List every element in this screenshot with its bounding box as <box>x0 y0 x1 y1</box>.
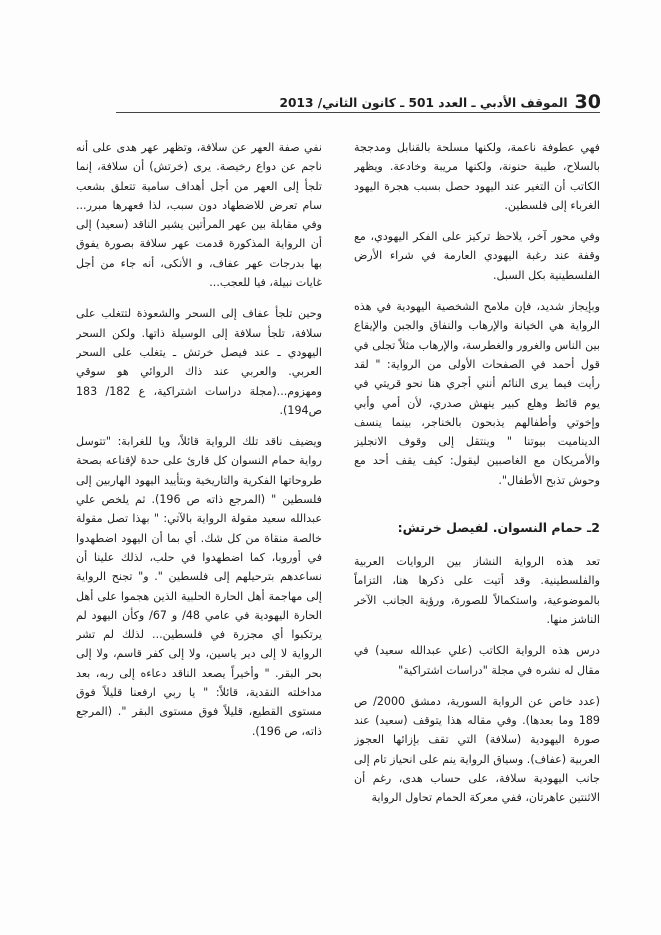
paragraph: وبإيجاز شديد، فإن ملامح الشخصية اليهودية في هذه الرواية هي الخيانة والإرهاب والنفاق والجبن والإيقاع بين الناس والغرور والغطرسة، والإرهاب مثلاً تجلى في قول أحمد في الصفحات الأولى من الرواية: " لقد رأيت فيما يرى النائم أنني أجري هنا نحو قريتي في يوم قائظ وهلع كبير ينهش صدري، لأن أمي وأبي وإخوتي وأطفالهم يذبحون بالخناجر، بينما ينسف الديناميت بيوتنا " وينتقل إلى وقوف الانجليز والأمريكان مع الغاصبين ليقول: كيف يقف أحد مع وحوش تذبح الأطفال". <box>354 300 600 487</box>
paragraph: (عدد خاص عن الرواية السورية، دمشق 2000/ ص 189 وما بعدها). وفي مقاله هذا يتوقف (سعيد) عند صورة اليهودية (سلافة) التي تقف بإزائها العجوز العربية (عفاف). وسياق الرواية ينم على انحياز تام إلى جانب اليهودية سلافة، على حساب هدى، رغم أن الاثنتين عاهرتان، ففي معركة الحمام تحاول الرواية <box>354 694 600 805</box>
paragraph: نفي صفة العهر عن سلافة، وتظهر عهر هدى على أنه ناجم عن دواع رخيصة. يرى (خرتش) أن سلافة، إنما تلجأ إلى العهر من أجل أهداف سامية تتعلق بشعب سام تعرض للاضطهاد دون سبب، لذا فعهرها مبرر... وفي مقابلة بين عهر المرأتين يشير الناقد (سعيد) إلى أن الرواية المذكورة قدمت عهر سلافة بصورة يفوق بها بدرجات عهر عفاف، و الأنكى، أنه جاء من أجل غايات نبيلة، فيا للعجب... <box>76 141 322 290</box>
section-heading: 2ـ حمام النسوان. لفيصل خرتش: <box>397 520 600 536</box>
paragraph: ويضيف ناقد تلك الرواية قائلاً، ويا للغرابة: "تتوسل رواية حمام النسوان كل قارئ على حدة لإقناعه بصحة طروحاتها الفكرية والتاريخية وبتأييد اليهود الهاربين إلى فلسطين " (المرجع ذاته ص 196). ثم يلخص علي عبدالله سعيد مقولة الرواية بالآتي: " بهذا تصل مقولة خالصة منقاة من كل شك. أي بما أن اليهود اضطهدوا في أوروبا، كما اضطهدوا في حلب، لذلك علينا أن نساعدهم بترحيلهم إلى فلسطين ". و" تجنح الرواية إلى مهاجمة أهل الحارة الحلبية الذين هجموا على أهل الحارة اليهودية في عامي 48/ و 67/ وكأن اليهود لم يرتكبوا أي مجزرة في فلسطين... لذلك لم تشر الرواية لا إلى دير ياسين، ولا إلى كفر قاسم، ولا إلى بحر البقر. " وأخيراً يصعد الناقد دعاءه إلى ربه، بعد مداخلته النقدية، قائلاً: " يا ربي ارفعنا قليلاً فوق مستوى القطيع، قليلاً فوق مستوى البقر ". (المرجع ذاته، ص 196). <box>76 435 322 738</box>
page-number: 30 <box>574 91 601 113</box>
paragraph: درس هذه الرواية الكاتب (علي عبدالله سعيد) في مقال له نشره في مجلة "دراسات اشتراكية" <box>354 644 600 677</box>
running-title: الموقف الأدبي ـ العدد 501 ـ كانون الثاني/ 2013 <box>279 96 568 110</box>
paragraph: وحين تلجأ عفاف إلى السحر والشعوذة لتتغلب على سلافة، تلجأ سلافة إلى الوسيلة ذاتها. ولكن السحر اليهودي ـ عند فيصل خرتش ـ يتغلب على السحر العربي. والعربي عند ذاك الروائي هو سوقي ومهزوم...(مجلة دراسات اشتراكية، ع 182/ 183 ص194). <box>76 307 322 417</box>
page-header <box>279 84 601 113</box>
right-column <box>354 138 600 918</box>
header-rule <box>116 112 600 113</box>
paragraph: فهي عطوفة ناعمة، ولكنها مسلحة بالقنابل ومدججة بالسلاح، طيبة حنونة، ولكنها مريبة وخادعة. ويظهر الكاتب أن التغير عند اليهود حصل بسبب هجرة اليهود الغرباء إلى فلسطين. <box>354 141 600 212</box>
paragraph: وفي محور آخر، يلاحظ تركيز على الفكر اليهودي، مع وقفة عند رغبة اليهودي العارمة في شراء الأرض الفلسطينية بكل السبل. <box>354 230 600 282</box>
left-column <box>76 138 322 918</box>
paragraph: تعد هذه الرواية النشاز بين الروايات العربية والفلسطينية. وقد أتيت على ذكرها هنا، التزاماً بالموضوعية، واستكمالاً للصورة، ورؤية الجانب الآخر الناشز منها. <box>354 555 600 626</box>
